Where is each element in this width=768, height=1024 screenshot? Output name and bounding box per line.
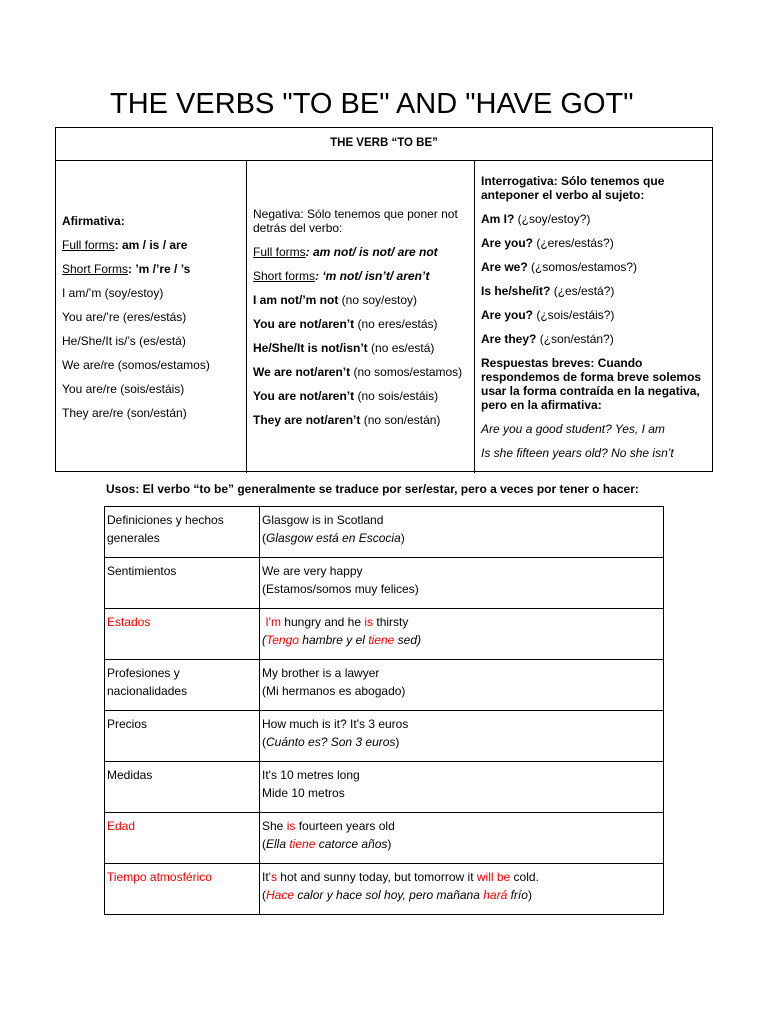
negativa-row: You are not/aren’t (no eres/estás) — [253, 317, 438, 331]
use-example: My brother is a lawyer (Mi hermanos es abogado) — [260, 660, 664, 711]
example-answer: Are you a good student? Yes, I am — [481, 422, 665, 436]
afirmativa-row: You are/re (sois/estáis) — [62, 382, 185, 396]
interrogativa-heading: Interrogativa: Sólo tenemos que anteponer el verbo al sujeto: — [481, 174, 665, 202]
negativa-row: I am not/’m not (no soy/estoy) — [253, 293, 418, 307]
interrogativa-row: Is he/she/it? (¿es/está?) — [481, 284, 615, 298]
table-row — [105, 558, 664, 609]
afirmativa-row: You are/’re (eres/estás) — [62, 310, 187, 324]
use-label: Estados — [105, 609, 260, 660]
use-label: Precios — [105, 711, 260, 762]
afirmativa-column — [56, 161, 247, 473]
use-example: We are very happy (Estamos/somos muy felices) — [260, 558, 664, 609]
afirmativa-row: I am/’m (soy/estoy) — [62, 286, 164, 300]
afirmativa-row: He/She/It is/’s (es/está) — [62, 334, 186, 348]
table-row — [105, 711, 664, 762]
use-example: How much is it? It's 3 euros (Cuánto es? Son 3 euros) — [260, 711, 664, 762]
interrogativa-row: Are we? (¿somos/estamos?) — [481, 260, 638, 274]
use-example: I'm hungry and he is thirsty (Tengo hambre y el tiene sed) — [260, 609, 664, 660]
negativa-heading: Negativa: Sólo tenemos que poner not detrás del verbo: — [253, 207, 458, 235]
negativa-row: He/She/It is not/isn’t (no es/está) — [253, 341, 435, 355]
to-be-table-header: THE VERB “TO BE” — [56, 128, 712, 161]
table-row — [105, 660, 664, 711]
use-label: Profesiones y nacionalidades — [105, 660, 260, 711]
usos-heading: Usos: El verbo “to be” generalmente se traduce por ser/estar, pero a veces por tener o hacer: — [106, 482, 639, 496]
negativa-row: You are not/aren’t (no sois/estáis) — [253, 389, 439, 403]
use-label: Medidas — [105, 762, 260, 813]
use-example: It's hot and sunny today, but tomorrow it will be cold. (Hace calor y hace sol hoy, pero mañana hará frío) — [260, 864, 664, 915]
table-row — [105, 864, 664, 915]
use-label: Edad — [105, 813, 260, 864]
use-example: It's 10 metres long Mide 10 metros — [260, 762, 664, 813]
table-row — [105, 813, 664, 864]
table-row — [105, 507, 664, 558]
afirmativa-short-forms: Short Forms: ’m /’re / ’s — [62, 262, 191, 276]
negativa-row: We are not/aren’t (no somos/estamos) — [253, 365, 463, 379]
afirmativa-row: We are/re (somos/estamos) — [62, 358, 210, 372]
negativa-column — [247, 161, 475, 473]
interrogativa-column — [475, 161, 712, 473]
afirmativa-full-forms: Full forms: am / is / are — [62, 238, 188, 252]
interrogativa-row: Am I? (¿soy/estoy?) — [481, 212, 591, 226]
use-label: Tiempo atmosférico — [105, 864, 260, 915]
interrogativa-row: Are they? (¿son/están?) — [481, 332, 614, 346]
to-be-table — [55, 127, 713, 472]
negativa-row: They are not/aren’t (no son/están) — [253, 413, 441, 427]
use-label: Sentimientos — [105, 558, 260, 609]
negativa-short-forms: Short forms: ‘m not/ isn’t/ aren’t — [253, 269, 430, 283]
use-label: Definiciones y hechos generales — [105, 507, 260, 558]
use-example: Glasgow is in Scotland (Glasgow está en Escocia) — [260, 507, 664, 558]
use-example: She is fourteen years old (Ella tiene catorce años) — [260, 813, 664, 864]
page-title: THE VERBS "TO BE" AND "HAVE GOT" — [110, 88, 634, 120]
afirmativa-row: They are/re (son/están) — [62, 406, 187, 420]
usos-table — [104, 506, 664, 915]
interrogativa-row: Are you? (¿eres/estás?) — [481, 236, 614, 250]
afirmativa-heading: Afirmativa: — [62, 214, 125, 228]
respuestas-breves: Respuestas breves: Cuando respondemos de forma breve solemos usar la forma contraída en la negativa, pero en la afirmativa: — [481, 356, 702, 412]
table-row — [105, 762, 664, 813]
interrogativa-row: Are you? (¿sois/estáis?) — [481, 308, 615, 322]
table-row — [105, 609, 664, 660]
negativa-full-forms: Full forms: am not/ is not/ are not — [253, 245, 438, 259]
example-answer: Is she fifteen years old? No she isn’t — [481, 446, 674, 460]
